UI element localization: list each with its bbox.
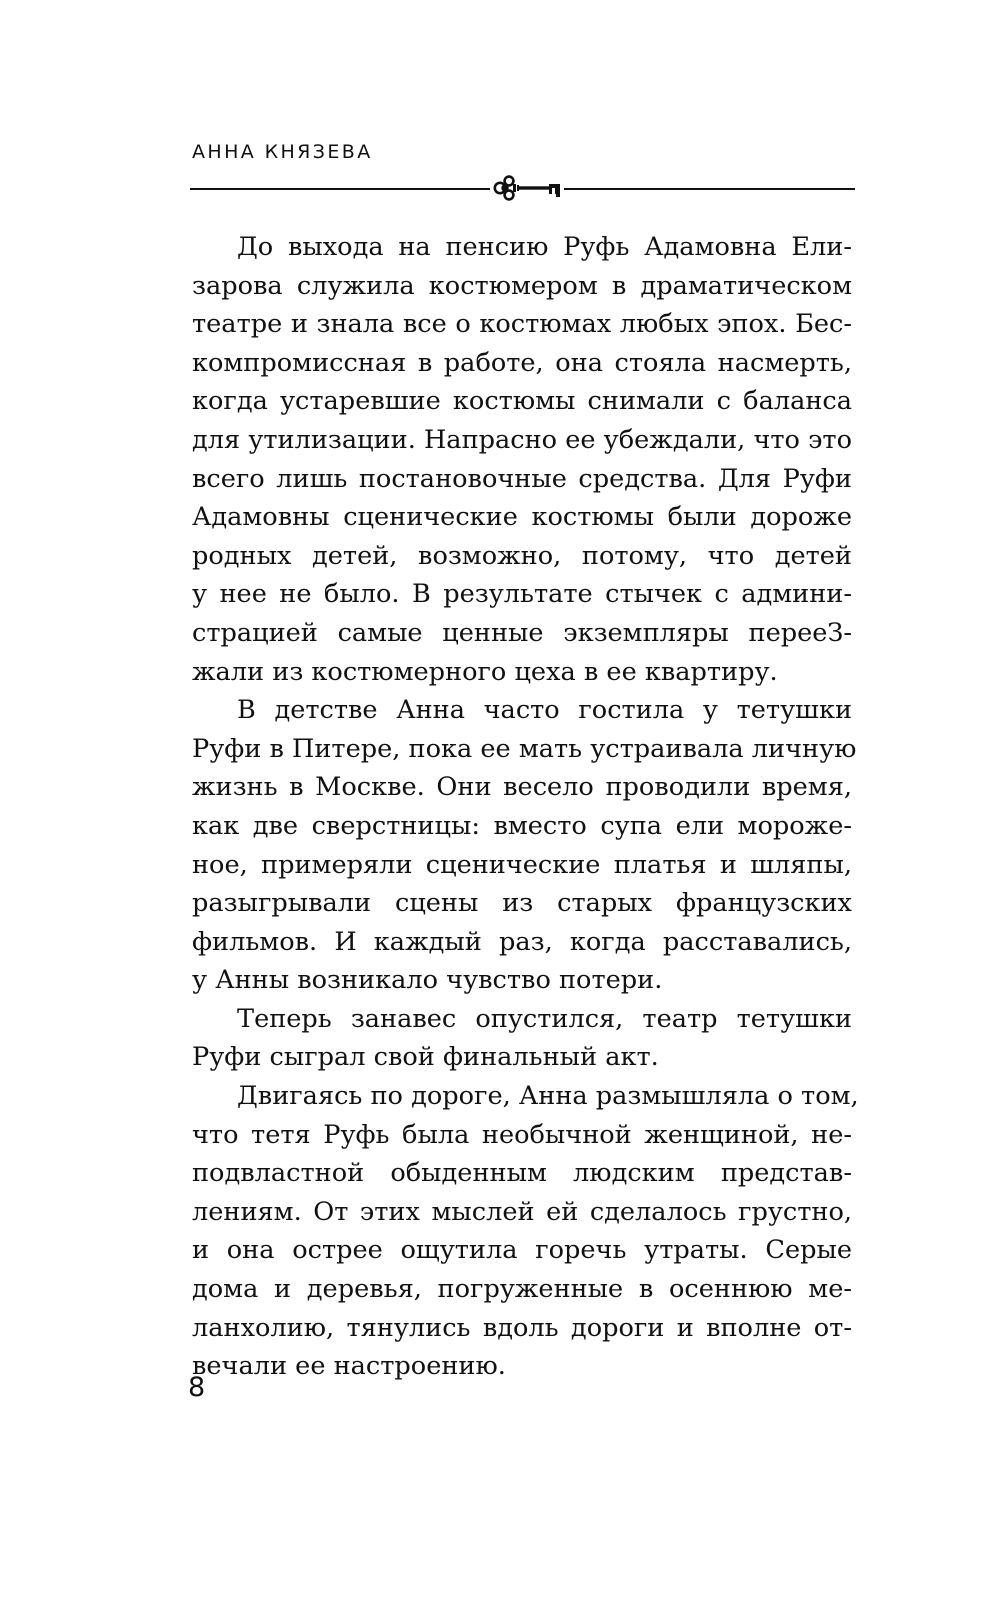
text-line: жизнь в Москве. Они весело проводили время, <box>192 772 852 803</box>
text-line: когда устаревшие костюмы снимали с баланса <box>192 386 852 417</box>
text-line: родных детей, возможно, потому, что детей <box>192 540 852 571</box>
body-text <box>192 228 859 1386</box>
text-line: лениям. От этих мыслей ей сделалось грустно, <box>192 1196 852 1227</box>
text-line: театре и знала все о костюмах любых эпох. Бес- <box>192 309 852 340</box>
text-line: В детстве Анна часто гостила у тетушки <box>237 695 852 726</box>
text-line: и она острее ощутила горечь утраты. Серые <box>192 1235 852 1266</box>
text-line: подвластной обыденным людским представ- <box>192 1158 852 1189</box>
text-line: для утилизации. Напрасно ее убеждали, что это <box>192 424 852 455</box>
text-line: Двигаясь по дороге, Анна размышляла о том, <box>237 1081 859 1112</box>
text-line: всего лишь постановочные средства. Для Руфи <box>192 463 852 494</box>
text-line: Адамовны сценические костюмы были дороже <box>192 502 852 533</box>
text-line: у Анны возникало чувство потери. <box>192 965 663 996</box>
text-line: у нее не было. В результате стычек с админи- <box>192 579 852 610</box>
text-line: дома и деревья, погруженные в осеннюю ме- <box>192 1274 852 1305</box>
text-line: жали из костюмерного цеха в ее квартиру. <box>192 656 778 687</box>
text-line: ное, примеряли сценические платья и шляпы, <box>192 849 852 880</box>
key-icon <box>490 172 564 204</box>
text-line: компромиссная в работе, она стояла насмерть, <box>192 347 852 378</box>
running-head-author: АННА КНЯЗЕВА <box>192 141 373 163</box>
text-line: как две сверстницы: вместо супа ели мороже- <box>192 810 852 841</box>
text-line: ланхолию, тянулись вдоль дороги и вполне от- <box>192 1312 852 1343</box>
text-line: что тетя Руфь была необычной женщиной, не- <box>192 1119 852 1150</box>
text-line: фильмов. И каждый раз, когда расставались, <box>192 926 852 957</box>
text-line: Руфи сыграл свой финальный акт. <box>192 1042 659 1073</box>
text-line: Теперь занавес опустился, театр тетушки <box>237 1003 852 1034</box>
text-line: разыгрывали сцены из старых французских <box>192 888 852 919</box>
text-line: зарова служила костюмером в драматическом <box>192 270 852 301</box>
text-line: страцией самые ценные экземпляры перееЗ- <box>192 617 852 648</box>
page-number: 8 <box>188 1372 206 1403</box>
text-line: Руфи в Питере, пока ее мать устраивала личную <box>192 733 857 764</box>
text-line: До выхода на пенсию Руфь Адамовна Ели- <box>237 232 852 262</box>
text-line: вечали ее настроению. <box>192 1351 506 1382</box>
